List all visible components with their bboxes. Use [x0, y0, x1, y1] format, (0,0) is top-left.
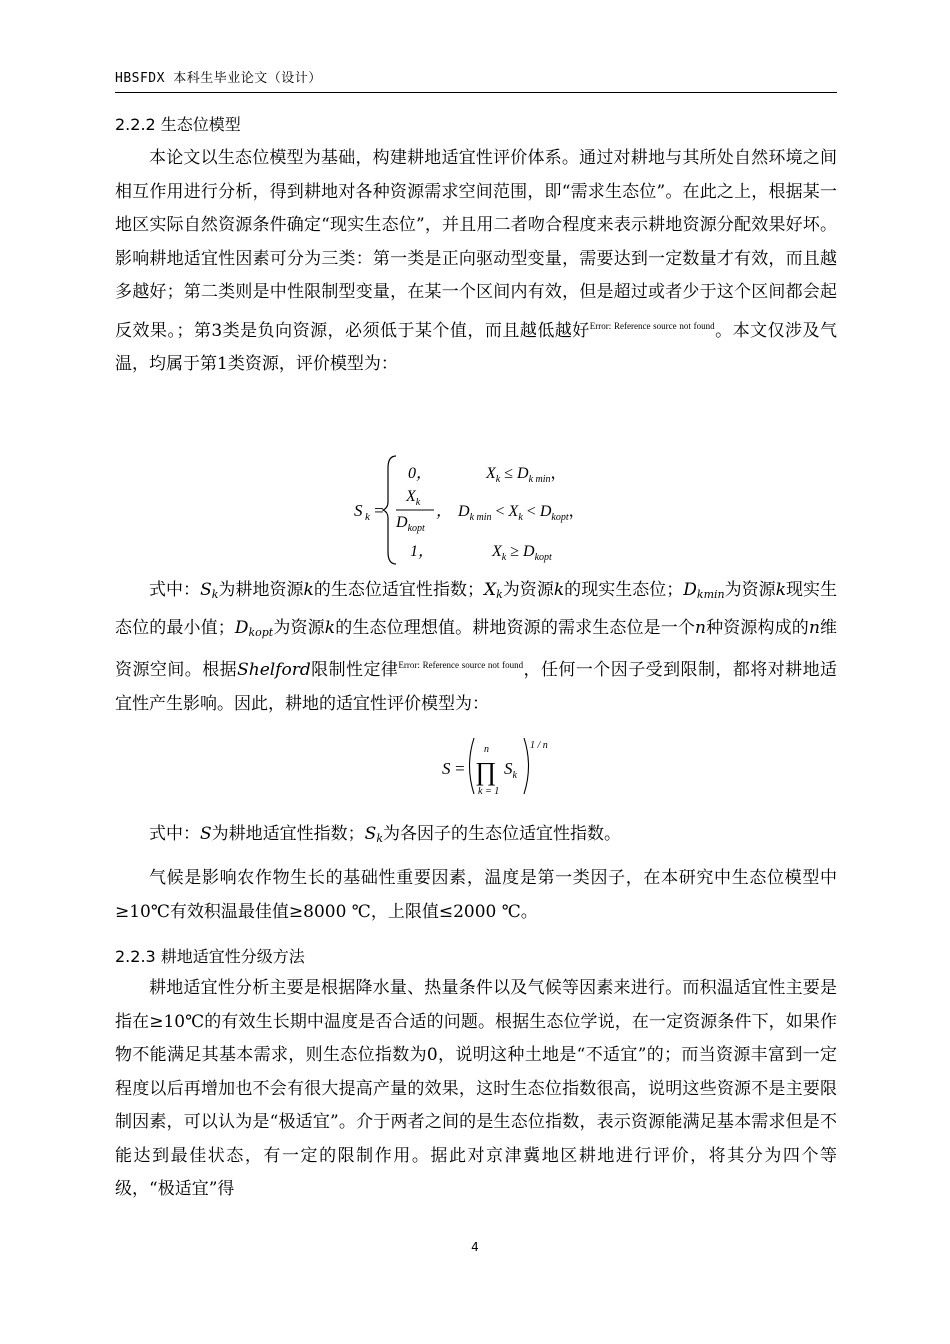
formula-piecewise-sk	[340, 450, 620, 570]
paragraph-formula-explanation: 式中：$S_k$为耕地资源k的生态位适宜性指数；$X_k$为资源k的现实生态位；$D_{kmin}$为资源k现实生态位的最小值；$D_{kopt}$为资源k的生态位理想值。耕地资源的需求生态位是一个n种资源构成的n维资源空间。根据Shelford限制性定律$^{Error: Reference source not found}$，任何一个因子受到限制，都将对耕地适宜性产生影响。因此，耕地的适宜性评价模型为：	[115, 580, 838, 714]
case3-condition: $X_k \ge D_{kopt}$	[492, 543, 552, 563]
reference-error: Error: Reference source not found	[589, 320, 715, 331]
case2-numerator: $X_k$	[406, 488, 421, 508]
symbol-x: X	[483, 580, 497, 600]
svg-text:=: =	[373, 501, 385, 520]
case2-condition: $D_{k min} < X_k < D_{kopt}$，	[458, 503, 585, 523]
formula-brace	[383, 456, 396, 564]
formula-lhs: S	[354, 501, 363, 520]
section-heading-2-2-3: 2.2.3 耕地适宜性分级方法	[115, 947, 305, 966]
paragraph-ecological-niche-intro	[115, 142, 837, 382]
paragraph-text: 本论文以生态位模型为基础，构建耕地适宜性评价体系。通过对耕地与其所处自然环境之间相互作用进行分析，得到耕地对各种资源需求空间范围，即“需求生态位”。在此之上，根据某一地区实际自然资源条件确定“现实生态位”，并且用二者吻合程度来表示耕地资源分配效果好坏。影响耕地适宜性因素可分为三类：第一类是正向驱动型变量，需要达到一定数量才有效，而且越多越好；第二类则是中性限制型变量，在某一个区间内有效，但是超过或者少于这个区间都会起反效果。；第3类是负向资源，必须低于某个值，而且越低越好	[115, 148, 837, 341]
paragraph-text-tail: 。本文仅涉及气温，均属于第1类资源，评价模型为：	[115, 320, 838, 374]
header-rule	[115, 92, 837, 93]
formula-lhs-sub: k	[365, 511, 370, 523]
case2-denominator: $D_{kopt}$	[396, 514, 425, 534]
symbol-s: S	[200, 580, 212, 600]
reference-error: Error: Reference source not found	[398, 660, 524, 670]
product-symbol: ∏	[475, 757, 497, 786]
paragraph-grading-method: 耕地适宜性分析主要是根据降水量、热量条件以及气候等因素来进行。而积温适宜性主要是指在≥10℃的有效生长期中温度是否合适的问题。根据生态位学说，在一定资源条件下，如果作物不能满足其基本需求，则生态位指数为0，说明这种土地是“不适宜”的；而当资源丰富到一定程度以后再增加也不会有很大提高产量的效果，这时生态位指数很高，说明这些资源不是主要限制因素，可以认为是“极适宜”。介于两者之间的是生态位指数，表示资源能满足基本需求但是不能达到最佳状态，有一定的限制作用。据此对京津冀地区耕地进行评价，将其分为四个等级，“极适宜”得	[115, 978, 837, 1199]
product-upper-limit: n	[484, 744, 489, 755]
case1-condition: $X_k \le D_{k min}$，	[486, 465, 567, 485]
right-paren	[524, 738, 529, 794]
svg-text:=: =	[454, 759, 466, 778]
case1-value: 0，	[408, 465, 433, 482]
formula2-exponent: 1 / n	[530, 740, 548, 751]
svg-text:，: ，	[436, 503, 453, 520]
paragraph-climate: 气候是影响农作物生长的基础性重要因素，温度是第一类因子，在本研究中生态位模型中≥10℃有效积温最佳值≥8000 ℃，上限值≤2000 ℃。	[115, 868, 837, 922]
symbol-d: D	[683, 580, 697, 600]
case3-value: 1，	[410, 543, 435, 560]
paragraph-product-explanation: 式中：S为耕地适宜性指数；$S_k$为各因子的生态位适宜性指数。	[149, 824, 621, 845]
shelford-term: Shelford	[237, 660, 311, 680]
product-term: $S_k$	[504, 759, 517, 781]
running-header: HBSFDX 本科生毕业论文（设计）	[115, 71, 322, 86]
section-heading-2-2-2: 2.2.2 生态位模型	[115, 115, 241, 134]
left-paren	[470, 738, 475, 794]
page-number: 4	[471, 1240, 479, 1254]
product-lower-limit: k = 1	[478, 786, 500, 797]
formula-product-s	[438, 734, 568, 800]
formula2-lhs: S	[442, 759, 451, 778]
